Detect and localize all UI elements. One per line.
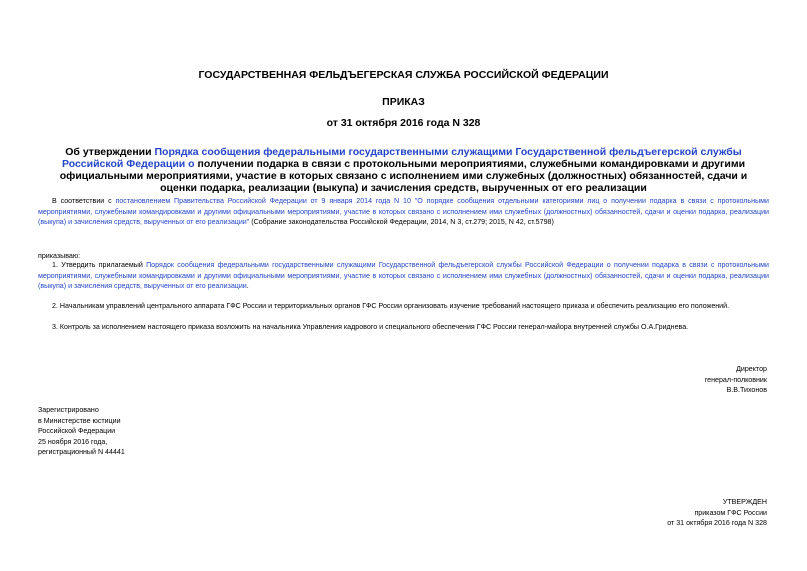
signatory-rank: генерал-полковник	[704, 375, 767, 384]
registration-block	[38, 405, 125, 458]
registration-line-3: Российской Федерации	[38, 427, 116, 435]
item-2-text: 2. Начальникам управлений центрального аппарата ГФС России и территориальных органов ГФС России организовать изучение требований настоящего приказа и обеспечить реализацию его положений.	[52, 302, 730, 310]
item-3-paragraph	[38, 322, 769, 333]
signature-block	[705, 364, 767, 396]
doc-date-heading: от 31 октября 2016 года N 328	[326, 117, 481, 129]
preamble-paragraph	[38, 196, 769, 228]
item-1-lead: 1. Утвердить прилагаемый	[52, 261, 147, 269]
item-2-paragraph	[38, 301, 769, 312]
title-rest: получении подарка в связи с протокольными мероприятиями, служебными командировками и другими официальными мероприятиями, участие в которых связано с исполнением ими служебных (должностных) обязанностей, сдачи и оценки подарка, реализации (выкупа) и зачисления средств, вырученных от его реализации	[59, 158, 748, 194]
approval-block	[667, 497, 767, 529]
signatory-name: В.В.Тихонов	[726, 386, 767, 394]
order-word: приказываю:	[38, 252, 81, 260]
agency-heading: ГОСУДАРСТВЕННАЯ ФЕЛЬДЪЕГЕРСКАЯ СЛУЖБА РОССИЙСКОЙ ФЕДЕРАЦИИ	[198, 69, 609, 81]
registration-line-5: регистрационный N 44441	[38, 448, 125, 456]
doc-type-heading: ПРИКАЗ	[382, 96, 425, 108]
approval-line-3: от 31 октября 2016 года N 328	[667, 519, 767, 527]
title-prefix: Об утверждении	[65, 146, 155, 158]
procedure-link[interactable]: Порядок сообщения федеральными государственными служащими Государственной фельдъегерской службы Российской Федерации о получении подарка в связи с протокольными мероприятиями, служебными командировками и другими официальными мероприятиями, участие в которых связано с исполнением ими служебных (должностных) обязанностей, сдачи и оценки подарка, реализации (выкупа) и зачисления средств, вырученных от его реализации	[38, 261, 769, 291]
registration-line-1: Зарегистрировано	[38, 406, 99, 414]
item-1-paragraph	[38, 260, 769, 292]
preamble-lead: В соответствии с	[52, 197, 116, 205]
decree-link[interactable]: постановлением Правительства Российской Федерации от 9 января 2014 года N 10 "О порядке сообщения отдельными категориями лиц о получении подарка в связи с протокольными мероприятиями, служебными командировками и другими официальными мероприятиями, участие в которых связано с исполнением ими служебных (должностных) обязанностей, сдачи и оценки подарка, реализации (выкупа) и зачисления средств, вырученных от его реализации"	[38, 197, 769, 227]
approval-line-1: УТВЕРЖДЕН	[722, 498, 767, 506]
item-3-text: 3. Контроль за исполнением настоящего приказа возложить на начальника Управления кадрового и специального обеспечения ГФС России генерал-майора внутренней службы О.А.Гриднева.	[52, 323, 689, 331]
signatory-position: Директор	[736, 365, 767, 373]
approval-line-2: приказом ГФС России	[694, 508, 767, 517]
document-title	[44, 146, 763, 194]
title-link[interactable]: Порядка сообщения федеральными государственными служащими Государственной фельдъегерской службы Российской Федерации о	[61, 146, 742, 170]
preamble-tail: (Собрание законодательства Российской Федерации, 2014, N 3, ст.279; 2015, N 42, ст.5798)	[249, 218, 554, 227]
item-1-tail: .	[246, 282, 249, 291]
registration-line-4: 25 ноября 2016 года,	[38, 437, 108, 446]
registration-line-2: в Министерстве юстиции	[38, 416, 121, 425]
